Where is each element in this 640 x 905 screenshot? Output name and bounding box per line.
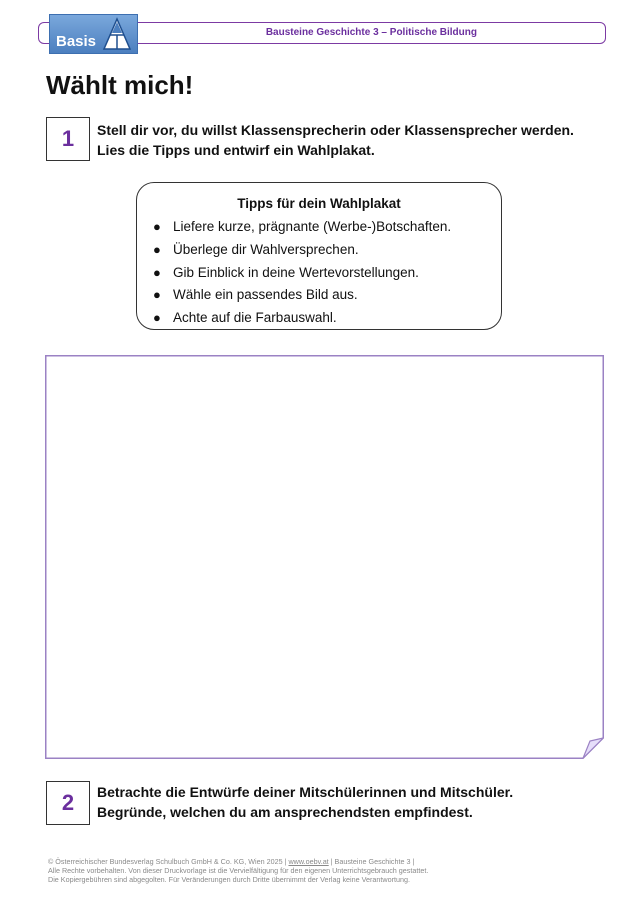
bullet-icon: ●	[153, 264, 161, 280]
bullet-icon: ●	[153, 287, 161, 303]
bullet-icon: ●	[153, 241, 161, 257]
footer-line-3: Die Kopiergebühren sind abgegolten. Für Veränderungen durch Dritte übernimmt der Verlag keine Verantwortung.	[48, 875, 410, 884]
basis-logo	[49, 14, 138, 54]
page-title: Wählt mich!	[46, 70, 194, 100]
tips-box	[136, 182, 502, 330]
bullet-icon: ●	[153, 219, 161, 234]
bullet-icon: ●	[153, 310, 161, 326]
tip-item	[149, 284, 501, 307]
footer	[48, 857, 428, 884]
tip-item	[149, 307, 501, 330]
poster-drawing-area[interactable]	[45, 355, 604, 759]
publisher-link[interactable]: www.oebv.at	[288, 857, 329, 866]
task-number-1: 1	[46, 117, 90, 161]
task-1-text	[97, 120, 574, 160]
tip-text: Überlege dir Wahlversprechen.	[173, 241, 359, 257]
tip-text: Gib Einblick in deine Wertevorstellungen.	[173, 264, 419, 280]
task-1-line-2: Lies die Tipps und entwirf ein Wahlplakat.	[97, 142, 375, 158]
task-1-line-1: Stell dir vor, du willst Klassensprecherin oder Klassensprecher werden.	[97, 122, 574, 138]
footer-line-1	[48, 857, 428, 866]
tip-text: Liefere kurze, prägnante (Werbe-)Botschaften.	[173, 219, 452, 234]
task-number-2: 2	[46, 781, 90, 825]
tip-item	[149, 216, 501, 239]
task-2-line-2: Begründe, welchen du am ansprechendsten empfindest.	[97, 804, 473, 820]
task-2-text	[97, 782, 513, 822]
logo-text: Basis	[56, 33, 97, 50]
tip-item	[149, 262, 501, 285]
footer-series: | Bausteine Geschichte 3 |	[328, 857, 415, 866]
tip-text: Wähle ein passendes Bild aus.	[173, 287, 358, 303]
footer-copyright: © Österreichischer Bundesverlag Schulbuch GmbH & Co. KG, Wien 2025 |	[48, 857, 289, 866]
tips-title: Tipps für dein Wahlplakat	[237, 196, 401, 211]
footer-line-2: Alle Rechte vorbehalten. Von dieser Druckvorlage ist die Vervielfältigung für den eigenen Unterrichtsgebrauch gestattet.	[48, 866, 429, 875]
task-2-line-1: Betrachte die Entwürfe deiner Mitschülerinnen und Mitschüler.	[97, 784, 514, 800]
series-title: Bausteine Geschichte 3 – Politische Bildung	[265, 27, 477, 38]
tips-list	[137, 216, 501, 330]
triangle-logo-icon	[102, 17, 132, 51]
tip-item	[149, 239, 501, 262]
tip-text: Achte auf die Farbauswahl.	[173, 310, 337, 326]
